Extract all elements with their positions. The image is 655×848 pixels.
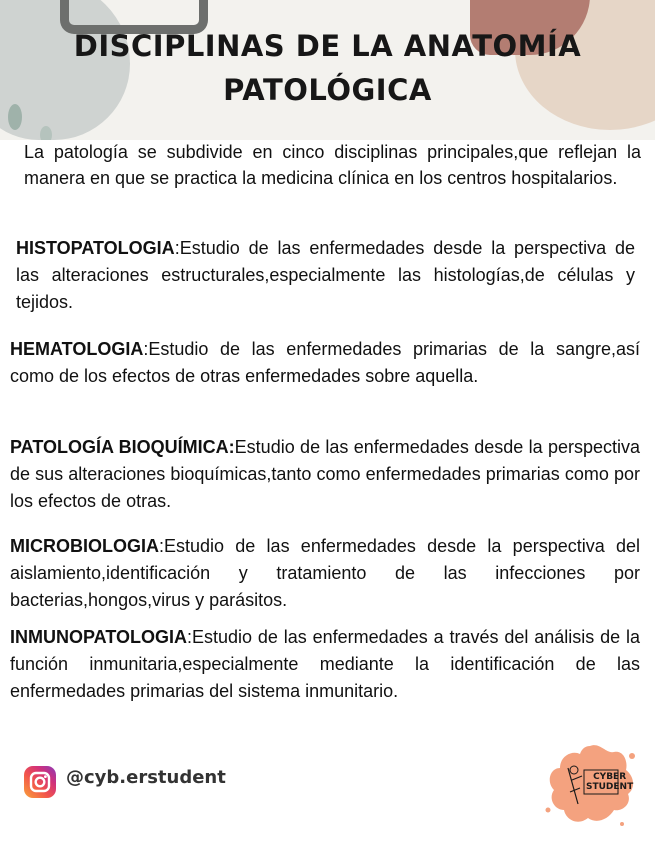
page-title-line2: PATOLÓGICA bbox=[223, 73, 432, 107]
discipline-name: MICROBIOLOGIA bbox=[10, 536, 159, 556]
logo-text bbox=[586, 772, 633, 792]
page-title-line1: DISCIPLINAS DE LA ANATOMÍA bbox=[73, 29, 582, 63]
discipline-description: :Estudio de las enfermedades a través del análisis de la función inmunitaria,especialmente mediante la identificación de las enfermedades primarias del sistema inmunitario. bbox=[10, 627, 640, 701]
discipline-name: PATOLOGÍA BIOQUÍMICA: bbox=[10, 437, 235, 457]
discipline-patologia-bioquimica bbox=[10, 434, 640, 515]
discipline-microbiologia bbox=[10, 533, 640, 614]
instagram-handle[interactable]: @cyb.erstudent bbox=[66, 767, 226, 788]
intro-paragraph: La patología se subdivide en cinco disciplinas principales,que reflejan la manera en que se practica la medicina clínica en los centros hospitalarios. bbox=[24, 142, 641, 188]
discipline-histopatologia bbox=[16, 235, 635, 316]
discipline-name: HEMATOLOGIA bbox=[10, 339, 144, 359]
discipline-description: :Estudio de las enfermedades primarias de la sangre,así como de los efectos de otras enfermedades sobre aquella. bbox=[10, 339, 640, 386]
discipline-description: :Estudio de las enfermedades desde la perspectiva de las alteraciones estructurales,especialmente las histologías,de células y tejidos. bbox=[16, 238, 635, 312]
discipline-description: :Estudio de las enfermedades desde la perspectiva del aislamiento,identificación y tratamiento de las infecciones por bacterias,hongos,virus y parásitos. bbox=[10, 536, 640, 610]
discipline-hematologia bbox=[10, 336, 640, 390]
instagram-icon[interactable] bbox=[24, 766, 56, 798]
discipline-inmunopatologia bbox=[10, 624, 640, 705]
discipline-name: HISTOPATOLOGIA bbox=[16, 238, 175, 258]
page-title bbox=[0, 24, 655, 112]
decorative-dot bbox=[40, 126, 52, 140]
cyber-student-logo bbox=[542, 740, 638, 830]
discipline-name: INMUNOPATOLOGIA bbox=[10, 627, 187, 647]
logo-line1: CYBER bbox=[593, 772, 627, 782]
discipline-description: Estudio de las enfermedades desde la perspectiva de sus alteraciones bioquímicas,tanto como enfermedades primarias como por los efectos de otras. bbox=[10, 437, 640, 511]
logo-line2: STUDENT bbox=[586, 782, 634, 792]
